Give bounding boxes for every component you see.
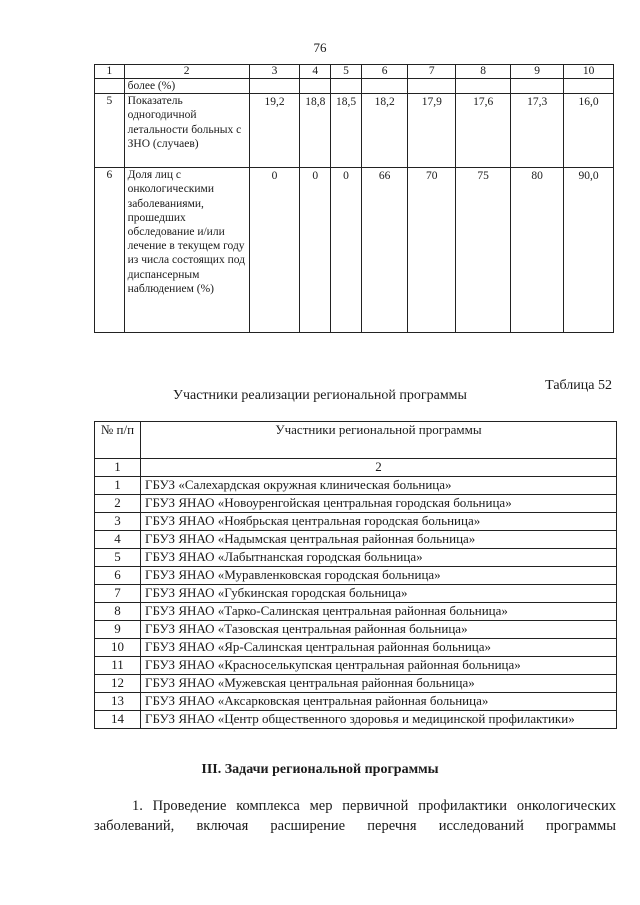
table-row: [95, 549, 617, 567]
col-number: 1: [95, 65, 125, 79]
table-row: [95, 675, 617, 693]
value-cell: 0: [331, 168, 362, 333]
col-number: 8: [456, 65, 511, 79]
table-row: [95, 79, 614, 94]
continuation-text: более (%): [124, 79, 249, 94]
participants-header-row: [95, 422, 617, 459]
col-number: 5: [331, 65, 362, 79]
page-number: 76: [313, 40, 327, 55]
header-num: № п/п: [95, 422, 141, 459]
col-number: 6: [361, 65, 408, 79]
value-cell: 70: [408, 168, 456, 333]
row-number: 1: [95, 477, 141, 495]
participant-name: ГБУЗ ЯНАО «Муравленковская городская больница»: [141, 567, 617, 585]
value-cell: 18,2: [361, 94, 408, 168]
table-row: [95, 477, 617, 495]
paragraph-line: 1. Проведение комплекса мер первичной профилактики онкологических: [132, 798, 616, 814]
row-number: 9: [95, 621, 141, 639]
value-cell: 17,3: [511, 94, 564, 168]
participant-name: ГБУЗ «Салехардская окружная клиническая больница»: [141, 477, 617, 495]
indicator-label: Показатель одногодичной летальности больных с ЗНО (случаев): [124, 94, 249, 168]
indicators-header-row: [95, 65, 614, 79]
value-cell: 90,0: [564, 168, 614, 333]
row-number: 6: [95, 567, 141, 585]
table-row: [95, 513, 617, 531]
section-heading: III. Задачи региональной программы: [201, 762, 439, 777]
table-caption: Таблица 52: [545, 378, 612, 393]
col-number: 1: [95, 459, 141, 477]
participant-name: ГБУЗ ЯНАО «Губкинская городская больница»: [141, 585, 617, 603]
row-number: 11: [95, 657, 141, 675]
participant-name: ГБУЗ ЯНАО «Аксарковская центральная районная больница»: [141, 693, 617, 711]
value-cell: 17,6: [456, 94, 511, 168]
row-number: 6: [95, 168, 125, 333]
participant-name: ГБУЗ ЯНАО «Тазовская центральная районная больница»: [141, 621, 617, 639]
body-paragraph: [94, 796, 616, 836]
row-number: 8: [95, 603, 141, 621]
participant-name: ГБУЗ ЯНАО «Яр-Салинская центральная районная больница»: [141, 639, 617, 657]
participants-table: [94, 421, 617, 729]
col-number: 9: [511, 65, 564, 79]
table-row: [95, 168, 614, 333]
value-cell: 66: [361, 168, 408, 333]
value-cell: 16,0: [564, 94, 614, 168]
table-row: [95, 567, 617, 585]
table-row: [95, 495, 617, 513]
table-row: [95, 657, 617, 675]
table-row: [95, 639, 617, 657]
table-row: [95, 585, 617, 603]
paragraph-line: заболеваний, включая расширение перечня исследований программы: [94, 818, 616, 834]
participant-name: ГБУЗ ЯНАО «Ноябрьская центральная городская больница»: [141, 513, 617, 531]
table-row: [95, 621, 617, 639]
row-number: 2: [95, 495, 141, 513]
value-cell: 80: [511, 168, 564, 333]
header-name: Участники региональной программы: [141, 422, 617, 459]
row-number: 4: [95, 531, 141, 549]
row-number: 10: [95, 639, 141, 657]
col-number: 10: [564, 65, 614, 79]
value-cell: 19,2: [249, 94, 300, 168]
row-number: 12: [95, 675, 141, 693]
value-cell: 0: [300, 168, 331, 333]
participant-name: ГБУЗ ЯНАО «Тарко-Салинская центральная районная больница»: [141, 603, 617, 621]
row-number: 3: [95, 513, 141, 531]
row-number: 5: [95, 549, 141, 567]
participant-name: ГБУЗ ЯНАО «Мужевская центральная районная больница»: [141, 675, 617, 693]
col-number: 3: [249, 65, 300, 79]
value-cell: 17,9: [408, 94, 456, 168]
participant-name: ГБУЗ ЯНАО «Надымская центральная районная больница»: [141, 531, 617, 549]
column-numbers-row: [95, 459, 617, 477]
participant-name: ГБУЗ ЯНАО «Новоуренгойская центральная городская больница»: [141, 495, 617, 513]
row-number: 7: [95, 585, 141, 603]
row-number: 14: [95, 711, 141, 729]
indicator-label: Доля лиц с онкологическими заболеваниями, прошедших обследование и/или лечение в текущем году из числа состоящих под диспансерным наблюдением (%): [124, 168, 249, 333]
col-number: 2: [124, 65, 249, 79]
value-cell: 75: [456, 168, 511, 333]
table-row: [95, 94, 614, 168]
table-row: [95, 711, 617, 729]
participant-name: ГБУЗ ЯНАО «Лабытнанская городская больница»: [141, 549, 617, 567]
value-cell: 18,8: [300, 94, 331, 168]
participants-title: Участники реализации региональной программы: [173, 388, 467, 403]
participant-name: ГБУЗ ЯНАО «Центр общественного здоровья и медицинской профилактики»: [141, 711, 617, 729]
table-row: [95, 531, 617, 549]
col-number: 7: [408, 65, 456, 79]
value-cell: 0: [249, 168, 300, 333]
indicators-table: [94, 64, 614, 333]
row-number: 5: [95, 94, 125, 168]
col-number: 4: [300, 65, 331, 79]
participant-name: ГБУЗ ЯНАО «Красноселькупская центральная районная больница»: [141, 657, 617, 675]
value-cell: 18,5: [331, 94, 362, 168]
table-row: [95, 693, 617, 711]
col-number: 2: [141, 459, 617, 477]
table-row: [95, 603, 617, 621]
row-number: 13: [95, 693, 141, 711]
